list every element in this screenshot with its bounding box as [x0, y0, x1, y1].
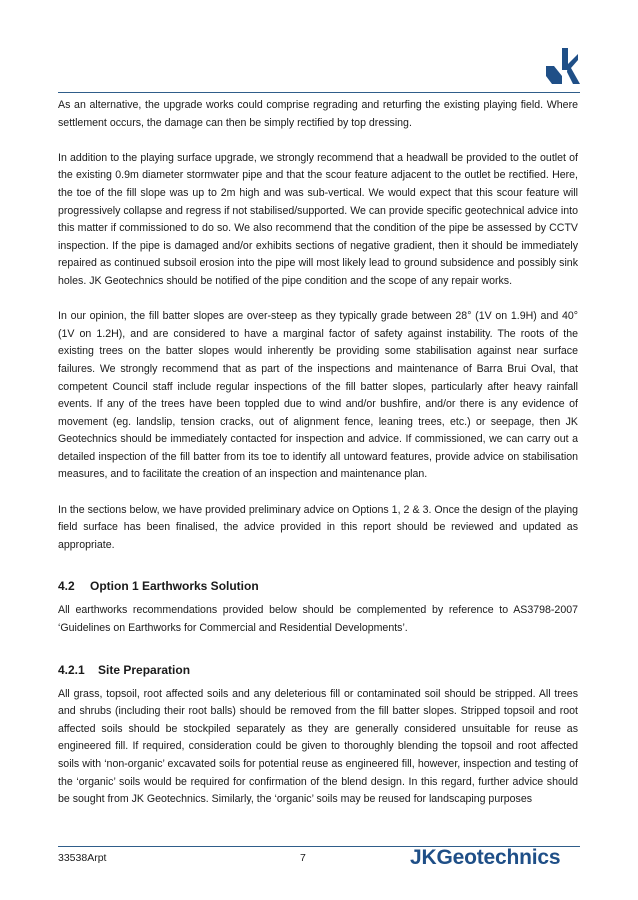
company-logo: [410, 846, 560, 870]
subsection-number: 4.2.1: [58, 662, 85, 677]
subsection-heading: [58, 662, 578, 678]
document-body: [58, 97, 578, 809]
report-reference: 33538Arpt: [58, 852, 107, 864]
header-rule: [58, 92, 580, 93]
brand-name: Geotechnics: [436, 846, 561, 869]
section-title: Option 1 Earthworks Solution: [90, 579, 259, 594]
jk-logo-icon: [540, 46, 580, 86]
paragraph: In our opinion, the fill batter slopes are over-steep as they typically grade between 28° (1V on 1.9H) and 40° (1V on 1.2H), and are considered to have a marginal factor of safety against instability. The roots of the existing trees on the batter slopes would inherently be providing some stabilisation against near surface failures. We strongly recommend that as part of the inspections and maintenance of Barra Brui Oval, that competent Council staff include regular inspections of the fill batter slopes, particularly after heavy rainfall events. If any of the trees have been toppled due to wind and/or bushfire, and/or there is any evidence of movement (eg. landslip, tension cracks, out of alignment fence, leaning trees, etc.) or seepage, then JK Geotechnics should be immediately contacted for inspection and advice. If commissioned, we can carry out a detailed inspection of the fill batter from its toe to identify all untoward features, provide advice on stabilisation measures, and to facilitate the creation of an inspection and maintenance plan.: [58, 310, 578, 481]
subsection-title: Site Preparation: [98, 662, 191, 677]
paragraph: All grass, topsoil, root affected soils and any deleterious fill or contaminated soil should be stripped. All trees and shrubs (including their root balls) should be removed from the fill batter slopes. Stripped topsoil and root affected soils should be stockpiled separately as they are generally considered unsuitable for reuse as engineered fill. If required, consideration could be given to thoroughly blending the topsoil and root affected soils with ‘non-organic’ excavated soils for potential reuse as engineered fill, however, inspection and testing of the ‘organic’ soils would be required for confirmation of the blend design. In this regard, further advice should be sought from JK Geotechnics. Similarly, the ‘organic’ soils may be reused for landscaping purposes: [58, 687, 578, 806]
section-heading: [58, 578, 578, 594]
paragraph: As an alternative, the upgrade works could comprise regrading and returfing the existing playing field. Where settlement occurs, the damage can then be simply rectified by top dressing.: [58, 99, 578, 129]
paragraph: In addition to the playing surface upgrade, we strongly recommend that a headwall be provided to the outlet of the existing 0.9m diameter stormwater pipe and that the scour feature adjacent to the outlet be rectified. Here, the toe of the fill slope was up to 2m high and was sub-vertical. We would expect that this scour feature will progressively collapse and regress if not stabilised/supported. We can provide specific geotechnical advice into this matter if commissioned to do so. We also recommend that the condition of the pipe be assessed by CCTV inspection. If the pipe is damaged and/or exhibits sections of negative gradient, then it should be immediately repaired as continued subsoil erosion into the pipe will most likely lead to ground subsidence and possibly sink holes. JK Geotechnics should be notified of the pipe condition and the scope of any repair works.: [58, 151, 578, 287]
page-number: 7: [300, 852, 306, 864]
section-number: 4.2: [58, 579, 75, 594]
brand-jk: JK: [410, 846, 437, 869]
paragraph: In the sections below, we have provided preliminary advice on Options 1, 2 & 3. Once the design of the playing field surface has been finalised, the advice provided in this report should be reviewed and updated as appropriate.: [58, 503, 578, 551]
paragraph: All earthworks recommendations provided below should be complemented by reference to AS3798-2007 ‘Guidelines on Earthworks for Commercial and Residential Developments’.: [58, 604, 578, 635]
